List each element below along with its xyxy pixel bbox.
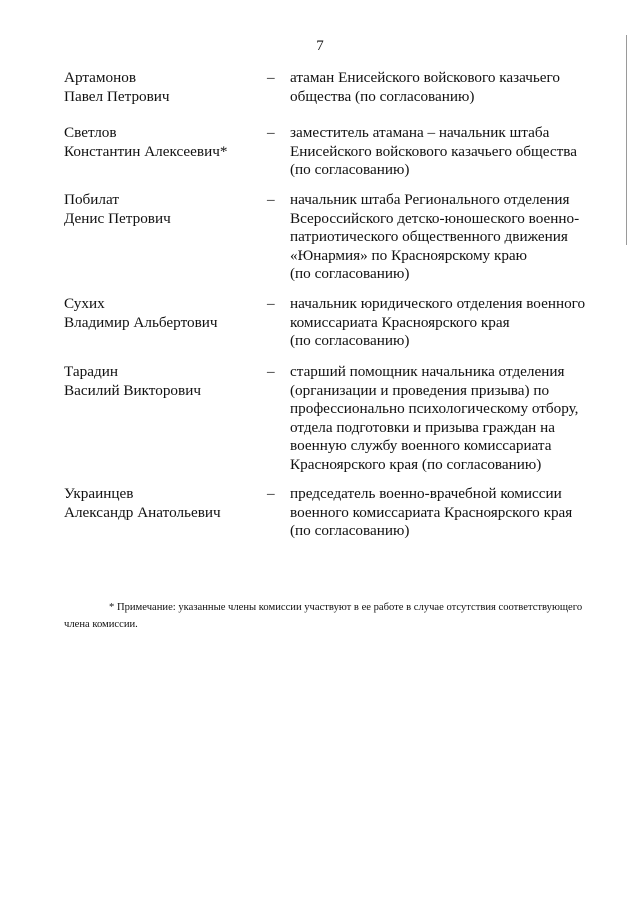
member-name [64,191,254,228]
position-line: военную службу военного комиссариата [290,437,552,455]
position-line: (по согласованию) [290,265,410,283]
page-number: 7 [316,38,324,54]
dash-separator: – [267,69,275,86]
position-line: (организации и проведения призыва) по [290,381,550,399]
position-line: председатель военно-врачебной комиссии [290,485,562,502]
member-position [290,295,600,351]
member-surname: Побилат [64,191,119,208]
position-line: заместитель атамана – начальник штаба [290,124,550,141]
member-position [290,485,600,541]
position-line: «Юнармия» по Красноярскому краю [290,246,527,264]
position-line: Енисейского войскового казачьего общества [290,142,577,160]
member-surname: Тарадин [64,363,118,380]
dash-separator: – [267,363,275,380]
member-given-names: Павел Петрович [64,87,170,105]
position-line: начальник штаба Регионального отделения [290,191,570,208]
dash-separator: – [267,295,275,312]
member-position [290,191,600,284]
scan-edge-line [626,35,627,245]
member-surname: Светлов [64,124,117,141]
position-line: военного комиссариата Красноярского края [290,503,573,521]
position-line: Красноярского края (по согласованию) [290,455,542,473]
position-line: отдела подготовки и призыва граждан на [290,418,555,436]
member-name [64,363,254,400]
member-given-names: Василий Викторович [64,381,201,399]
position-line: (по согласованию) [290,332,410,350]
position-line: общества (по согласованию) [290,87,475,105]
position-line: (по согласованию) [290,161,410,179]
member-position [290,124,600,180]
member-given-names: Александр Анатольевич [64,503,221,521]
member-position [290,363,600,475]
member-name [64,124,254,161]
position-line: (по согласованию) [290,522,410,540]
member-surname: Артамонов [64,69,137,86]
member-position [290,69,600,106]
member-name [64,295,254,332]
position-line: профессионально психологическому отбору, [290,400,579,418]
position-line: патриотического общественного движения [290,228,568,246]
footnote-line: члена комиссии. [64,619,138,630]
member-given-names: Денис Петрович [64,209,171,227]
position-line: старший помощник начальника отделения [290,363,565,380]
dash-separator: – [267,124,275,141]
position-line: комиссариата Красноярского края [290,313,510,331]
position-line: начальник юридического отделения военного [290,295,586,312]
footnote-line: * Примечание: указанные члены комиссии участвуют в ее работе в случае отсутствия соответствующего [109,602,583,613]
dash-separator: – [267,485,275,502]
member-given-names: Константин Алексеевич* [64,142,228,160]
position-line: Всероссийского детско-юношеского военно- [290,209,580,227]
member-name [64,69,254,106]
member-given-names: Владимир Альбертович [64,313,218,331]
position-line: атаман Енисейского войскового казачьего [290,69,560,86]
member-surname: Украинцев [64,485,134,502]
member-surname: Сухих [64,295,105,312]
dash-separator: – [267,191,275,208]
member-name [64,485,254,522]
